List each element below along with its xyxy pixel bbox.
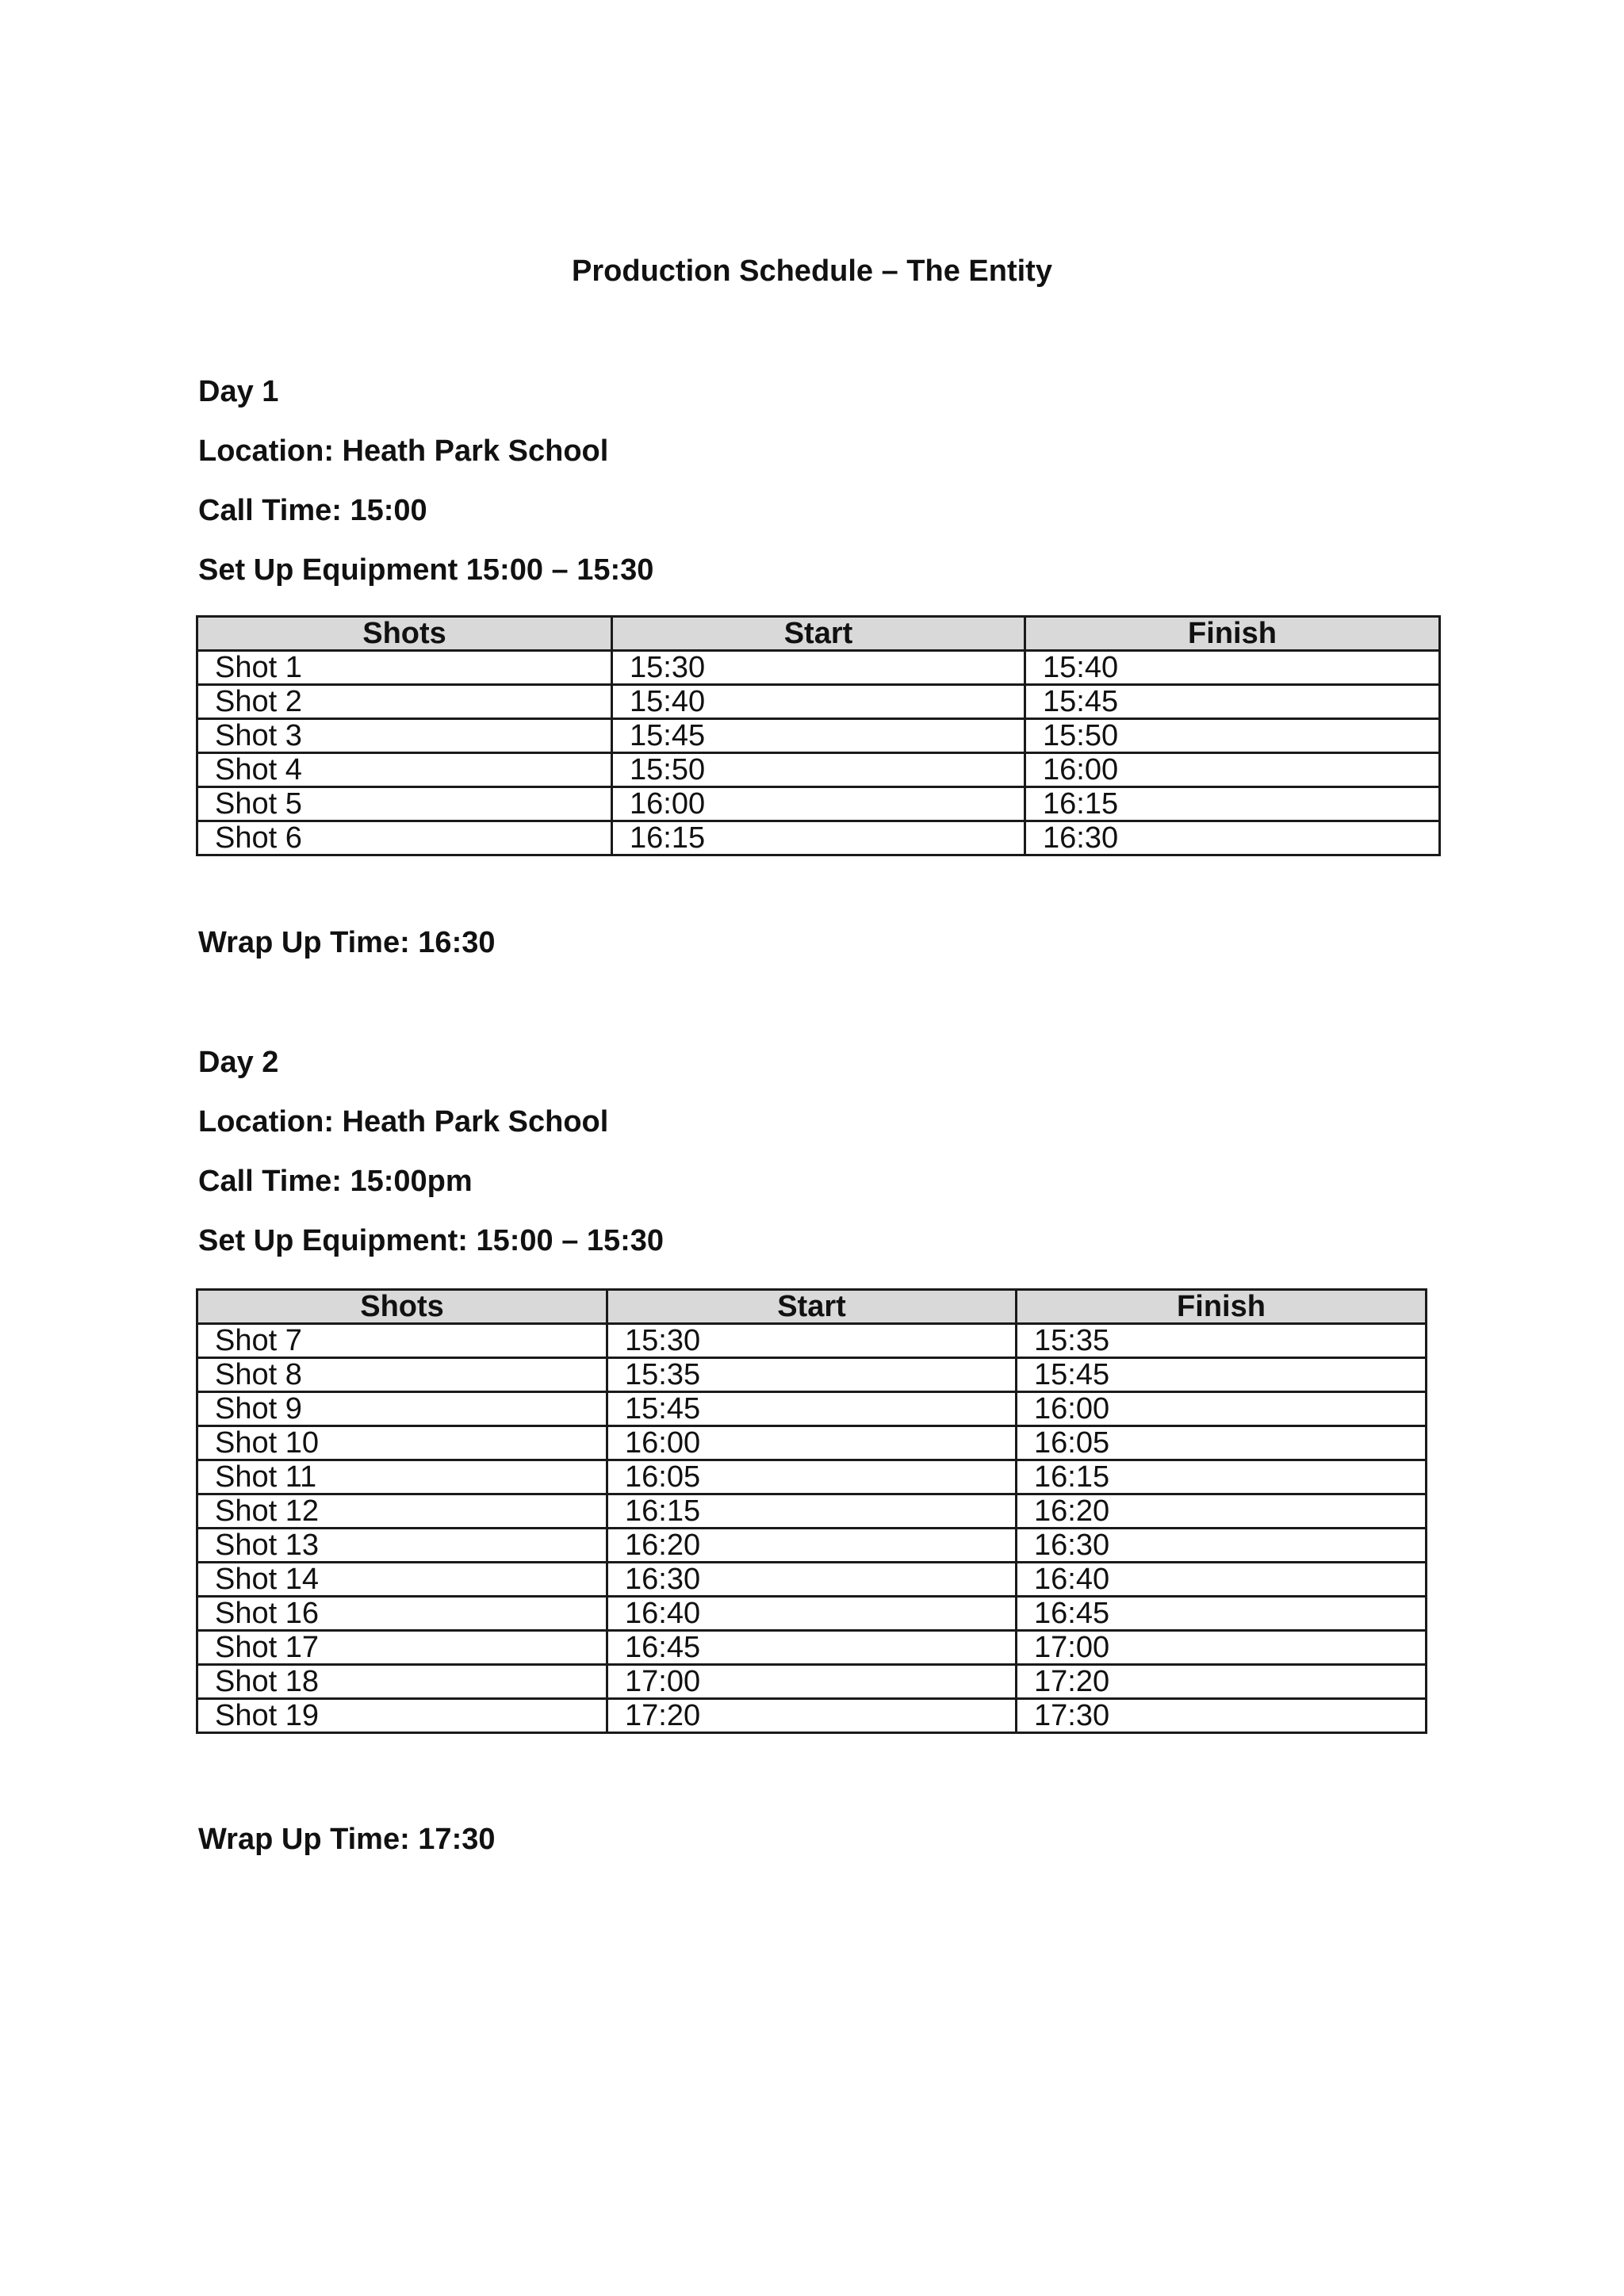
table-row: [197, 1358, 1427, 1392]
shot-cell: Shot 14: [197, 1563, 607, 1597]
finish-cell: 17:00: [1017, 1631, 1427, 1665]
day1-wrap-up: Wrap Up Time: 16:30: [198, 926, 496, 959]
start-cell: 16:05: [607, 1460, 1017, 1494]
shot-cell: Shot 2: [197, 685, 612, 719]
start-cell: 17:00: [607, 1665, 1017, 1699]
start-cell: 15:50: [612, 753, 1025, 787]
table-row: [197, 1324, 1427, 1358]
finish-cell: 15:50: [1025, 719, 1440, 753]
start-cell: 15:35: [607, 1358, 1017, 1392]
finish-cell: 16:05: [1017, 1426, 1427, 1460]
shot-cell: Shot 19: [197, 1699, 607, 1733]
shot-cell: Shot 11: [197, 1460, 607, 1494]
shot-cell: Shot 18: [197, 1665, 607, 1699]
day2-wrap-up: Wrap Up Time: 17:30: [198, 1823, 496, 1856]
shot-cell: Shot 9: [197, 1392, 607, 1426]
start-cell: 16:15: [612, 821, 1025, 855]
table-header-row: [197, 617, 1440, 651]
day1-heading: Day 1: [198, 375, 279, 408]
table-row: [197, 1631, 1427, 1665]
shot-cell: Shot 1: [197, 651, 612, 685]
shot-cell: Shot 6: [197, 821, 612, 855]
table-row: [197, 753, 1440, 787]
shot-cell: Shot 3: [197, 719, 612, 753]
day2-heading: Day 2: [198, 1046, 279, 1079]
table-row: [197, 1597, 1427, 1631]
shot-cell: Shot 7: [197, 1324, 607, 1358]
finish-cell: 16:45: [1017, 1597, 1427, 1631]
page-title: Production Schedule – The Entity: [572, 254, 1052, 288]
finish-cell: 16:15: [1017, 1460, 1427, 1494]
table-row: [197, 651, 1440, 685]
day2-call-time: Call Time: 15:00pm: [198, 1165, 473, 1198]
table-row: [197, 1699, 1427, 1733]
start-cell: 16:40: [607, 1597, 1017, 1631]
shot-cell: Shot 4: [197, 753, 612, 787]
table-row: [197, 1563, 1427, 1597]
column-header-shots: Shots: [197, 1290, 607, 1324]
table-row: [197, 1460, 1427, 1494]
day1-call-time: Call Time: 15:00: [198, 494, 427, 527]
column-header-shots: Shots: [197, 617, 612, 651]
start-cell: 16:45: [607, 1631, 1017, 1665]
table-row: [197, 1494, 1427, 1529]
column-header-start: Start: [612, 617, 1025, 651]
table-row: [197, 1392, 1427, 1426]
shot-cell: Shot 17: [197, 1631, 607, 1665]
table-row: [197, 821, 1440, 855]
day1-location: Location: Heath Park School: [198, 434, 609, 468]
finish-cell: 15:40: [1025, 651, 1440, 685]
start-cell: 16:15: [607, 1494, 1017, 1529]
shot-cell: Shot 10: [197, 1426, 607, 1460]
column-header-start: Start: [607, 1290, 1017, 1324]
day2-location: Location: Heath Park School: [198, 1105, 609, 1138]
finish-cell: 16:00: [1025, 753, 1440, 787]
finish-cell: 16:30: [1025, 821, 1440, 855]
finish-cell: 17:30: [1017, 1699, 1427, 1733]
finish-cell: 16:00: [1017, 1392, 1427, 1426]
day2-set-up: Set Up Equipment: 15:00 – 15:30: [198, 1224, 665, 1257]
start-cell: 16:00: [607, 1426, 1017, 1460]
finish-cell: 16:15: [1025, 787, 1440, 821]
shot-cell: Shot 16: [197, 1597, 607, 1631]
shot-cell: Shot 12: [197, 1494, 607, 1529]
start-cell: 15:45: [612, 719, 1025, 753]
finish-cell: 16:30: [1017, 1529, 1427, 1563]
day1-set-up: Set Up Equipment 15:00 – 15:30: [198, 553, 654, 587]
day1-schedule-table: [196, 615, 1441, 856]
start-cell: 15:40: [612, 685, 1025, 719]
table-row: [197, 685, 1440, 719]
table-row: [197, 719, 1440, 753]
finish-cell: 16:40: [1017, 1563, 1427, 1597]
start-cell: 16:20: [607, 1529, 1017, 1563]
day2-schedule-table: [196, 1288, 1427, 1734]
column-header-finish: Finish: [1025, 617, 1440, 651]
finish-cell: 15:45: [1017, 1358, 1427, 1392]
start-cell: 15:30: [607, 1324, 1017, 1358]
column-header-finish: Finish: [1017, 1290, 1427, 1324]
shot-cell: Shot 8: [197, 1358, 607, 1392]
start-cell: 15:30: [612, 651, 1025, 685]
table-row: [197, 1665, 1427, 1699]
table-header-row: [197, 1290, 1427, 1324]
start-cell: 15:45: [607, 1392, 1017, 1426]
table-row: [197, 787, 1440, 821]
start-cell: 16:30: [607, 1563, 1017, 1597]
table-row: [197, 1529, 1427, 1563]
table-row: [197, 1426, 1427, 1460]
finish-cell: 15:35: [1017, 1324, 1427, 1358]
start-cell: 16:00: [612, 787, 1025, 821]
finish-cell: 16:20: [1017, 1494, 1427, 1529]
shot-cell: Shot 5: [197, 787, 612, 821]
start-cell: 17:20: [607, 1699, 1017, 1733]
finish-cell: 17:20: [1017, 1665, 1427, 1699]
finish-cell: 15:45: [1025, 685, 1440, 719]
shot-cell: Shot 13: [197, 1529, 607, 1563]
